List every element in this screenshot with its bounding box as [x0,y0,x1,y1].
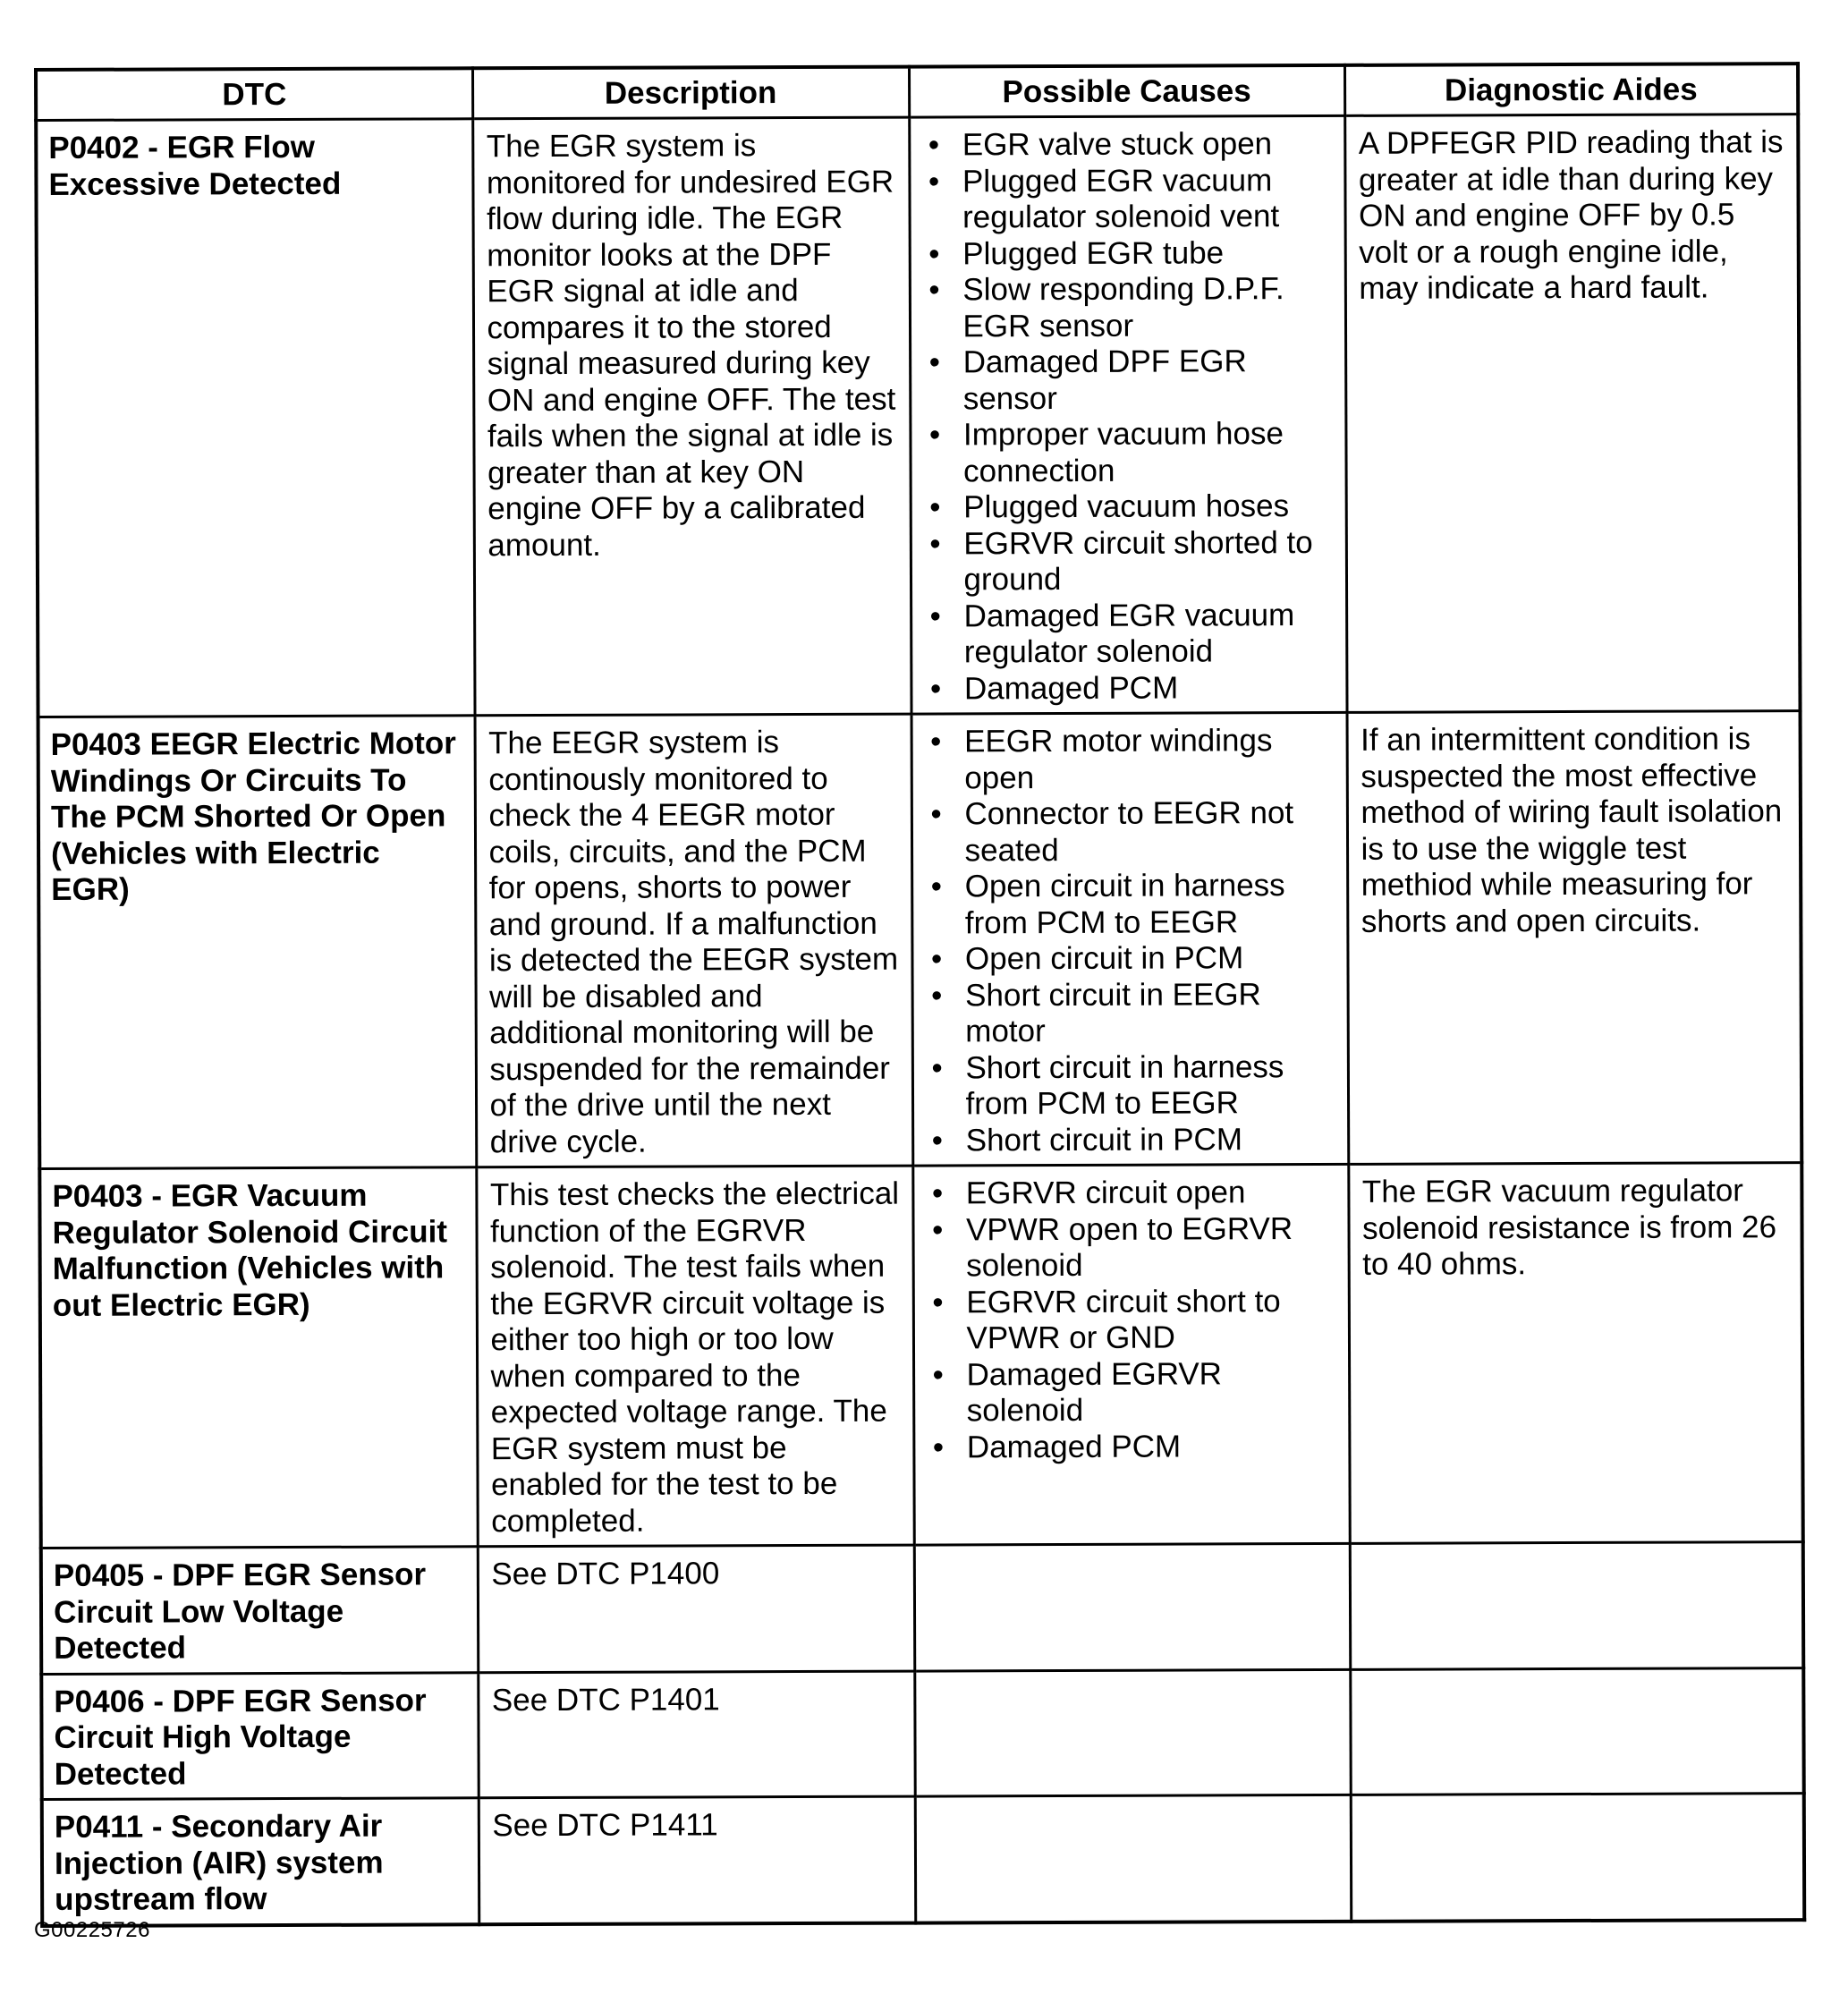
dtc-cell: P0403 EEGR Electric Motor Windings Or Circuits To The PCM Shorted Or Open (Vehicles with Electric EGR) [38,716,477,1169]
description-cell: See DTC P1400 [478,1545,914,1672]
aides-cell [1350,1542,1803,1669]
list-item: • Damaged EGR vacuum regulator solenoid [929,597,1295,670]
list-item: • EGR valve stuck open [928,126,1273,163]
dtc-cell: P0402 - EGR Flow Excessive Detected [36,119,474,717]
aides-cell [1351,1794,1804,1922]
causes-list [927,1175,1339,1466]
dtc-table-container [34,62,1802,1927]
dtc-cell: P0403 - EGR Vacuum Regulator Solenoid Circuit Malfunction (Vehicles with out Electric EGR) [39,1167,477,1549]
bullet-icon: • [929,598,941,634]
header-diagnostic-aides: Diagnostic Aides [1344,64,1798,115]
bullet-icon: • [930,796,942,832]
description-cell: The EGR system is monitored for undesired EGR flow during idle. The EGR monitor looks at the DPF EGR signal at idle and compares it to the stored signal measured during key ON and engine OFF. The test fails when the signal at idle is greater than at key ON engine OFF by a calibrated amount. [472,117,911,716]
bullet-icon: • [930,941,943,977]
bullet-icon: • [932,1284,944,1320]
list-item: • Slow responding D.P.F. EGR sensor [928,271,1284,344]
causes-list [925,723,1338,1159]
description-cell: See DTC P1401 [478,1671,914,1798]
list-item: • Improper vacuum hose connection [928,416,1284,488]
header-possible-causes: Possible Causes [909,65,1344,117]
table-row [39,1163,1802,1549]
bullet-icon: • [929,525,941,562]
list-item: • Open circuit in harness from PCM to EEGR [930,868,1285,940]
bullet-icon: • [928,235,940,272]
list-item: • EGRVR circuit shorted to ground [929,524,1313,598]
list-item: • Plugged EGR tube [928,234,1225,272]
header-dtc: DTC [36,68,472,120]
list-item: • Damaged PCM [932,1429,1182,1465]
description-cell: This test checks the electrical function of the EGRVR solenoid. The test fails when the EGRVR circuit voltage is either too high or too low when compared to the expected voltage range. The EGR system must be enabled for the test to be completed. [476,1166,913,1547]
causes-cell [914,1543,1350,1670]
list-item: • Short circuit in harness from PCM to EEGR [931,1048,1284,1122]
list-item: • VPWR open to EGRVR solenoid [931,1210,1293,1284]
causes-cell [909,115,1346,714]
causes-cell [915,1795,1351,1922]
list-item: • Plugged vacuum hoses [929,488,1290,525]
bullet-icon: • [932,1429,945,1465]
bullet-icon: • [931,1211,944,1248]
bullet-icon: • [928,344,940,380]
figure-id: G00225726 [34,1918,150,1942]
list-item: • Short circuit in EEGR motor [931,976,1261,1049]
causes-cell [911,712,1349,1166]
bullet-icon: • [931,977,943,1014]
bullet-icon: • [931,1175,944,1211]
list-item: • EGRVR circuit short to VPWR or GND [932,1283,1281,1356]
description-cell: The EEGR system is continously monitored to check the 4 EEGR motor coils, circuits, and the PCM for opens, shorts to power and ground. If a malfunction is detected the EEGR system will be disabled and additional monitoring will be suspended for the remainder of the drive until the next drive cycle. [475,714,913,1167]
list-item: • Damaged PCM [929,670,1179,707]
aides-cell: If an intermittent condition is suspected the most effective method of wiring fault isolation is to use the wiggle test methiod while measuring for shorts and open circuits. [1347,711,1802,1165]
bullet-icon: • [928,272,940,308]
list-item: • Damaged EGRVR solenoid [932,1355,1222,1429]
list-item: • Plugged EGR vacuum regulator solenoid vent [928,162,1280,235]
list-item: • EEGR motor windings open [930,723,1273,795]
dtc-cell: P0405 - DPF EGR Sensor Circuit Low Voltage Detected [41,1547,478,1674]
list-item: • Damaged DPF EGR sensor [928,344,1247,416]
table-row [42,1794,1804,1926]
causes-cell [914,1669,1350,1796]
bullet-icon: • [930,724,942,759]
list-item: • Short circuit in PCM [931,1121,1243,1158]
description-cell: See DTC P1411 [479,1796,915,1924]
bullet-icon: • [929,670,942,707]
dtc-cell: P0411 - Secondary Air Injection (AIR) system upstream flow [42,1798,479,1926]
list-item: • Connector to EEGR not seated [930,795,1294,868]
table-row [41,1542,1803,1674]
list-item: • EGRVR circuit open [931,1175,1246,1211]
dtc-table [34,62,1806,1927]
table-row [36,115,1800,717]
bullet-icon: • [931,1122,944,1158]
bullet-icon: • [928,163,940,199]
bullet-icon: • [930,869,943,904]
aides-cell [1350,1667,1803,1795]
causes-cell [912,1164,1349,1545]
table-header-row [36,64,1798,120]
bullet-icon: • [931,1049,943,1086]
bullet-icon: • [928,417,941,453]
header-description: Description [472,67,909,119]
bullet-icon: • [932,1356,944,1393]
list-item: • Open circuit in PCM [930,940,1244,977]
bullet-icon: • [929,489,941,525]
table-row [41,1667,1803,1799]
aides-cell: A DPFEGR PID reading that is greater at idle than during key ON and engine OFF by 0.5 volt or a rough engine idle, may indicate a hard fault. [1344,115,1800,713]
dtc-cell: P0406 - DPF EGR Sensor Circuit High Voltage Detected [41,1672,478,1799]
causes-list [923,126,1336,708]
table-row [38,711,1802,1169]
aides-cell: The EGR vacuum regulator solenoid resistance is from 26 to 40 ohms. [1348,1163,1802,1544]
bullet-icon: • [928,127,940,163]
